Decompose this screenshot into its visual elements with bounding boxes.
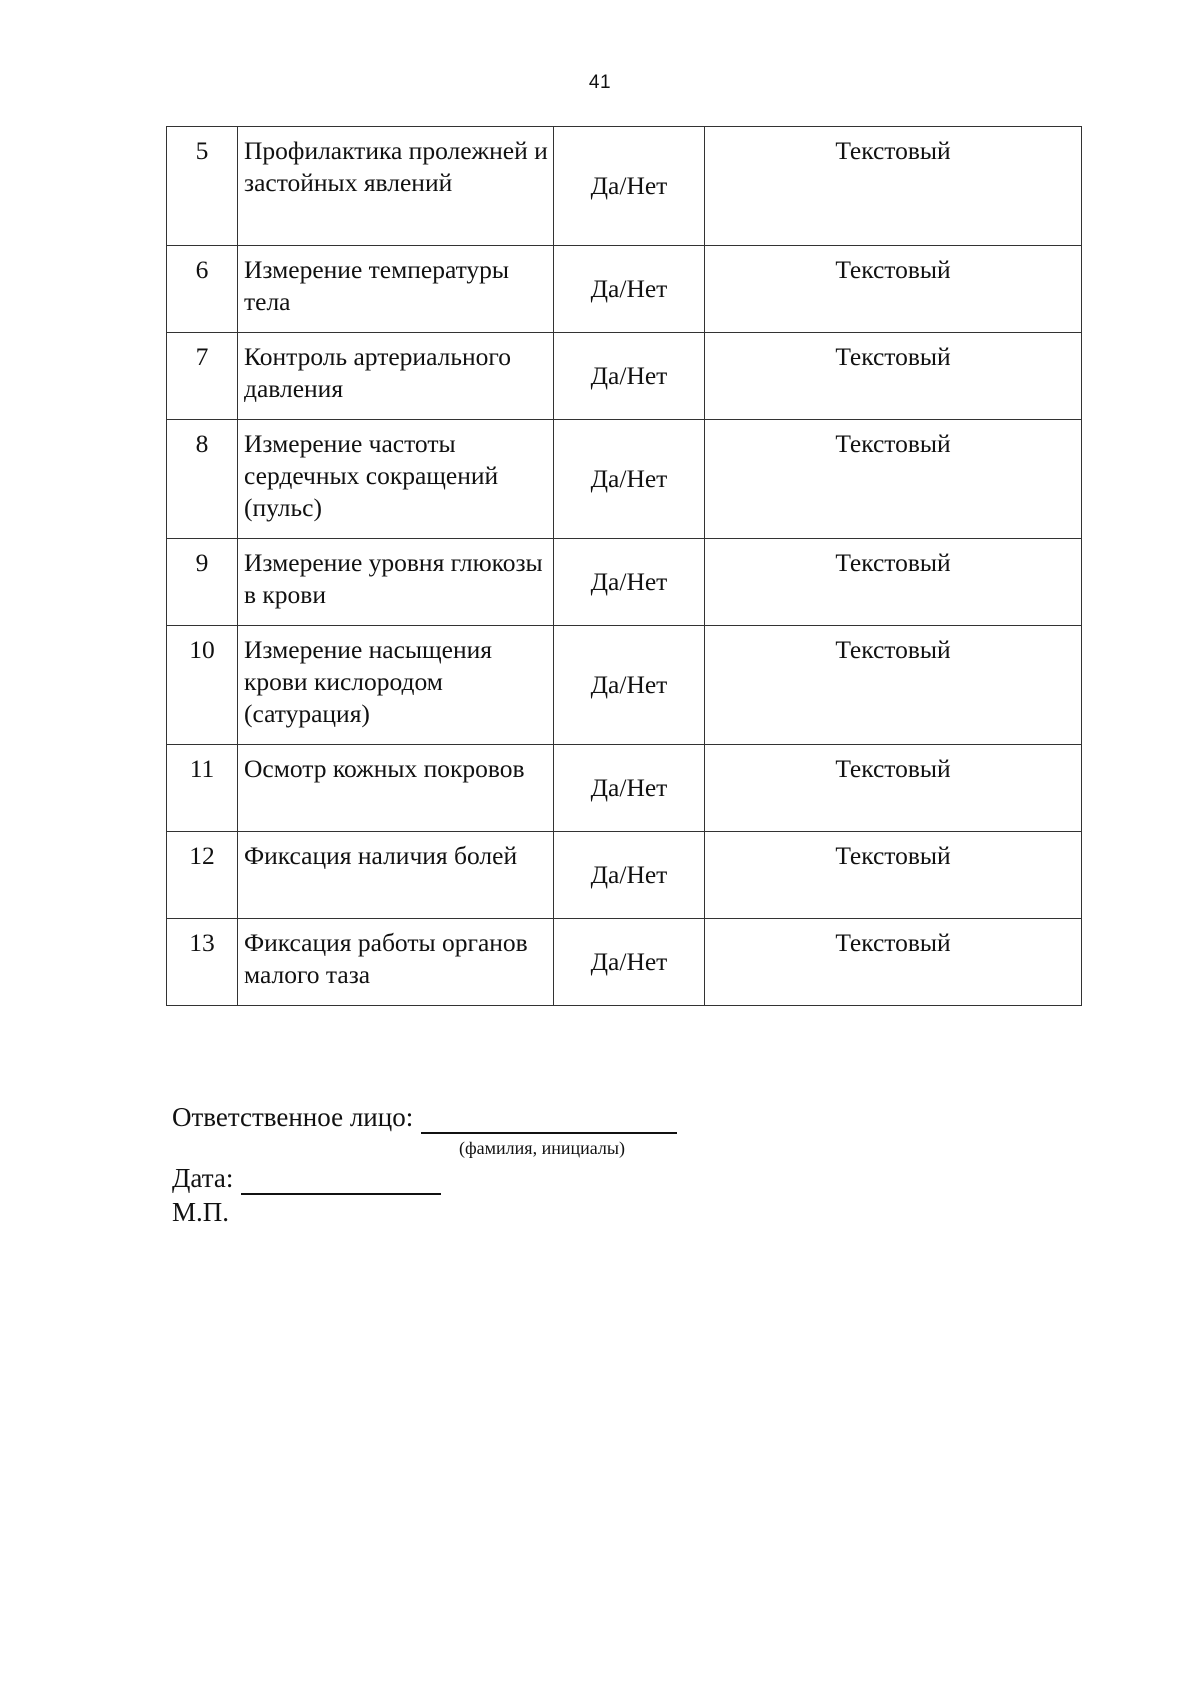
date-label: Дата: bbox=[172, 1163, 234, 1193]
row-number: 6 bbox=[167, 246, 238, 333]
field-type: Текстовый bbox=[705, 539, 1082, 626]
table-row bbox=[167, 745, 1082, 832]
stamp-label: М.П. bbox=[172, 1197, 230, 1227]
answer-options: Да/Нет bbox=[554, 832, 705, 919]
date-line bbox=[241, 1165, 441, 1195]
table-row bbox=[167, 626, 1082, 745]
signature-block bbox=[172, 1100, 677, 1229]
answer-options: Да/Нет bbox=[554, 919, 705, 1006]
field-type: Текстовый bbox=[705, 626, 1082, 745]
table-row bbox=[167, 919, 1082, 1006]
answer-options: Да/Нет bbox=[554, 420, 705, 539]
field-type: Текстовый bbox=[705, 420, 1082, 539]
responsible-person-caption: (фамилия, инициалы) bbox=[459, 1138, 625, 1158]
page-number: 41 bbox=[588, 72, 612, 93]
procedure-name: Фиксация наличия болей bbox=[238, 832, 554, 919]
table-row bbox=[167, 333, 1082, 420]
row-number: 11 bbox=[167, 745, 238, 832]
answer-options: Да/Нет bbox=[554, 333, 705, 420]
field-type: Текстовый bbox=[705, 919, 1082, 1006]
row-number: 8 bbox=[167, 420, 238, 539]
answer-options: Да/Нет bbox=[554, 745, 705, 832]
procedure-name: Измерение насыщения крови кислородом (сатурация) bbox=[238, 626, 554, 745]
procedure-name: Фиксация работы органов малого таза bbox=[238, 919, 554, 1006]
checklist-table bbox=[166, 126, 1082, 1006]
field-type: Текстовый bbox=[705, 333, 1082, 420]
field-type: Текстовый bbox=[705, 127, 1082, 246]
field-type: Текстовый bbox=[705, 745, 1082, 832]
row-number: 5 bbox=[167, 127, 238, 246]
procedure-name: Измерение частоты сердечных сокращений (пульс) bbox=[238, 420, 554, 539]
responsible-person-row bbox=[172, 1100, 677, 1134]
procedure-name: Измерение температуры тела bbox=[238, 246, 554, 333]
table-row bbox=[167, 246, 1082, 333]
field-type: Текстовый bbox=[705, 246, 1082, 333]
table-row bbox=[167, 420, 1082, 539]
responsible-person-signature-line bbox=[421, 1104, 677, 1134]
row-number: 7 bbox=[167, 333, 238, 420]
date-row bbox=[172, 1161, 677, 1195]
answer-options: Да/Нет bbox=[554, 539, 705, 626]
table-row bbox=[167, 127, 1082, 246]
answer-options: Да/Нет bbox=[554, 246, 705, 333]
procedure-name: Профилактика пролежней и застойных явлений bbox=[238, 127, 554, 246]
responsible-person-label: Ответственное лицо: bbox=[172, 1102, 414, 1132]
procedure-name: Измерение уровня глюкозы в крови bbox=[238, 539, 554, 626]
table-row bbox=[167, 832, 1082, 919]
answer-options: Да/Нет bbox=[554, 127, 705, 246]
answer-options: Да/Нет bbox=[554, 626, 705, 745]
procedure-name: Контроль артериального давления bbox=[238, 333, 554, 420]
procedure-name: Осмотр кожных покровов bbox=[238, 745, 554, 832]
field-type: Текстовый bbox=[705, 832, 1082, 919]
row-number: 12 bbox=[167, 832, 238, 919]
table-row bbox=[167, 539, 1082, 626]
row-number: 10 bbox=[167, 626, 238, 745]
row-number: 9 bbox=[167, 539, 238, 626]
row-number: 13 bbox=[167, 919, 238, 1006]
